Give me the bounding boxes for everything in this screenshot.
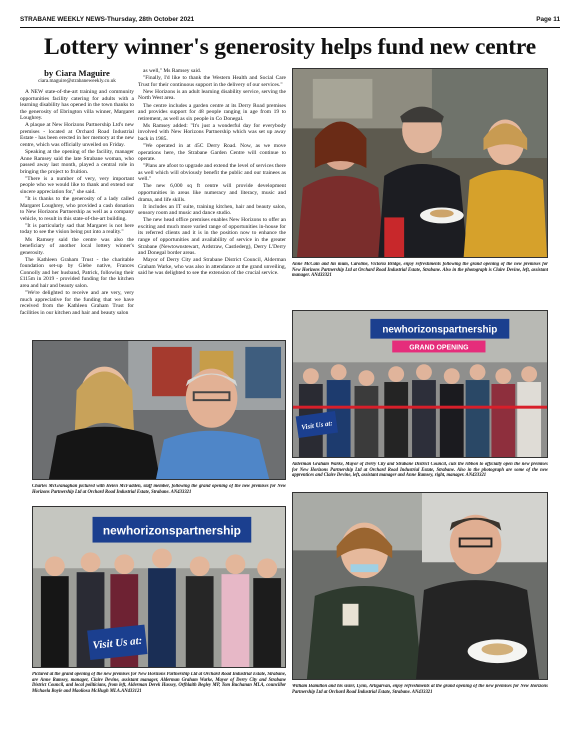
article-paragraph: The Kathleen Graham Trust - the charitable foundation set-up by Glebe native, Frances Connolly and her husband, Patrick, following their £115m in 2019 - provided funding for the kitchen area and hair and beauty salon. [20, 256, 134, 290]
article-paragraph: "We operated in at 45C Derry Road. Now, as we move operations here, the Strabane Garden Centre will continue to operate. [138, 142, 286, 163]
caption-grand-opening-group: Pictured at the grand opening of the new premises for New Horizons Partnership Ltd at Orchard Road Industrial Estate, Strabane, are Anne Ramsey, manager, Claire Devine, assistant manager, Alderman Graham Warke, Mayor of Derry City and Strabane District Council, and local politicians, from left, Alderman Derek Hussey, Orfhlaith Begley MP, Tom Buchanan MLA, councillor Michaela Boyle and Maoliosa McHugh MLA.AN433121 [32, 672, 286, 694]
article-paragraph: "We're delighted to receive and are very, very much appreciative for the funding that we have received from the Kathleen Graham Trust for facilities in our kitchen and hair and beauty salon [20, 290, 134, 316]
caption-refreshments-family: Anne McCain and his mum, Caroline, Victoria Bridge, enjoy refreshments following the grand opening of the new premises for New Horizons Partnership Ltd at Orchard Road Industrial Estate, Strabane. Also in the photograph is Claire Devine, left, assistant manager. AN433321 [292, 262, 548, 279]
article-paragraph: A plaque at New Horizons Partnership Ltd's new premises - located at Orchard Road Industrial Estate - has been erected in her memory at the new centre, which was officially unveiled on Friday. [20, 122, 134, 148]
group-banner-brand-text: newhorizonspartnership [102, 523, 241, 538]
masthead-publication-date: STRABANE WEEKLY NEWS-Thursday, 28th October 2021 [20, 16, 195, 23]
article-paragraph: "Finally, I'd like to thank the Western Health and Social Care Trust for their continuous support in the delivery of our services." [138, 75, 286, 88]
article-column-1 [20, 68, 134, 364]
byline: by Ciara Maguire [44, 68, 110, 78]
article-paragraph: Ms Ramsey added: "It's just a wonderful day for everybody involved with New Horizons Partnership which was set up away back in 1985. [138, 122, 286, 142]
article-paragraph: Speaking at the opening of the facility, manager Anne Ramsey said the late Strabane woman, who passed away last month, played a central role in bringing the project to fruition. [20, 149, 134, 175]
article-paragraph: The centre includes a garden centre at its Derry Road premises and provides support for 48 people ranging in age from 19 to retirement, as well as six people in Co Donegal. [138, 102, 286, 122]
article-paragraph: "It is thanks to the generosity of a lady called Margaret Loughrey, who provided a cash donation to New Horizons Partnership as well as a company vehicle, to result in this state-of-the-art building. [20, 196, 134, 222]
masthead-page-number: Page 11 [536, 16, 560, 23]
article-paragraph: The new 6,000 sq ft centre will provide development opportunities in areas like numeracy and literacy, music and drama, and life skills. [138, 183, 286, 203]
visit-sign-text: Visit Us at: [300, 420, 334, 432]
group-visit-sign-text: Visit Us at: [92, 634, 143, 652]
article-paragraph: "Plans are afoot to upgrade and extend the level of services there as well which will obviously benefit the public and our trainees as well." [138, 163, 286, 183]
masthead [20, 16, 560, 28]
article-paragraph: "It is particularly sad that Margaret is not here today to see the vision being put into a reality." [20, 222, 134, 236]
article-paragraph: The new head office premises enables New Horizons to offer an exciting and much more varied range of opportunities in-house for its referred clients and it is in the position now to enhance the range of opportunities and availability of service in the greater Strabane (Newtownstewart, Ardstraw, Castlederg), Derry L'Derry and Donegal border areas. [138, 217, 286, 257]
photo-refreshments-family [292, 68, 548, 258]
caption-william-lynn: William Hamilton and his sister, Lynn, Artigarvan, enjoy refreshments at the grand opening of the new premises for New Horizons Partnership Ltd at Orchard Road Industrial Estate, Strabane. AN433321 [292, 684, 548, 695]
headline: Lottery winner's generosity helps fund new centre [44, 34, 536, 60]
caption-ribbon-cutting: Alderman Graham Warke, Mayor of Derry City and Strabane District Council, cuts the ribbon to officially open the new premises for New Horizons Partnership Ltd at Orchard Road Industrial Estate, Strabane. Also in the photograph are some of the new apprentices and Claire Devine, left, assistant manager and Anne Ramsey, right, manager. AN433321 [292, 462, 548, 479]
photo-charles-helen [32, 340, 286, 480]
article-paragraph: New Horizons is an adult learning disability service, serving the North West area. [138, 88, 286, 102]
article-paragraph: "There is a number of very, very important people who we would like to thank and extend our sincere appreciation for," she said. [20, 175, 134, 195]
photo-william-lynn [292, 492, 548, 680]
photo-grand-opening-group [32, 506, 286, 668]
caption-charles-helen: Charles McGranaghan pictured with Helen McFadden, staff member, following the grand opening of the new premises for New Horizons Partnership Ltd at Orchard Road Industrial Estate, Strabane. AN433321 [32, 484, 286, 495]
article-paragraph: It includes an IT suite, training kitchen, hair and beauty salon, sensory room and music and dance studio. [138, 203, 286, 217]
banner-grand-opening-text: GRAND OPENING [409, 344, 469, 352]
article-paragraph: Mayor of Derry City and Strabane District Council, Alderman Graham Warke, who was also in attendance at the grand unveiling, said he was delighted to see the extension of the crucial service. [138, 257, 286, 277]
author-email[interactable]: ciara.maguire@strabaneweekly.co.uk [38, 78, 116, 84]
article-paragraph: Ms Ramsey said the centre was also the beneficiary of another local lottery winner's generosity. [20, 236, 134, 256]
article-paragraph: as well," Ms Ramsey said. [143, 68, 202, 74]
article-paragraph: A NEW state-of-the-art training and community opportunities facility catering for adults with a learning disability has opened in the town thanks to the generosity of Ebrington villa winner, Margaret Loughrey. [20, 89, 134, 122]
photo-ribbon-cutting [292, 310, 548, 458]
article-column-2 [138, 68, 286, 364]
banner-brand-text: newhorizonspartnership [382, 324, 498, 336]
